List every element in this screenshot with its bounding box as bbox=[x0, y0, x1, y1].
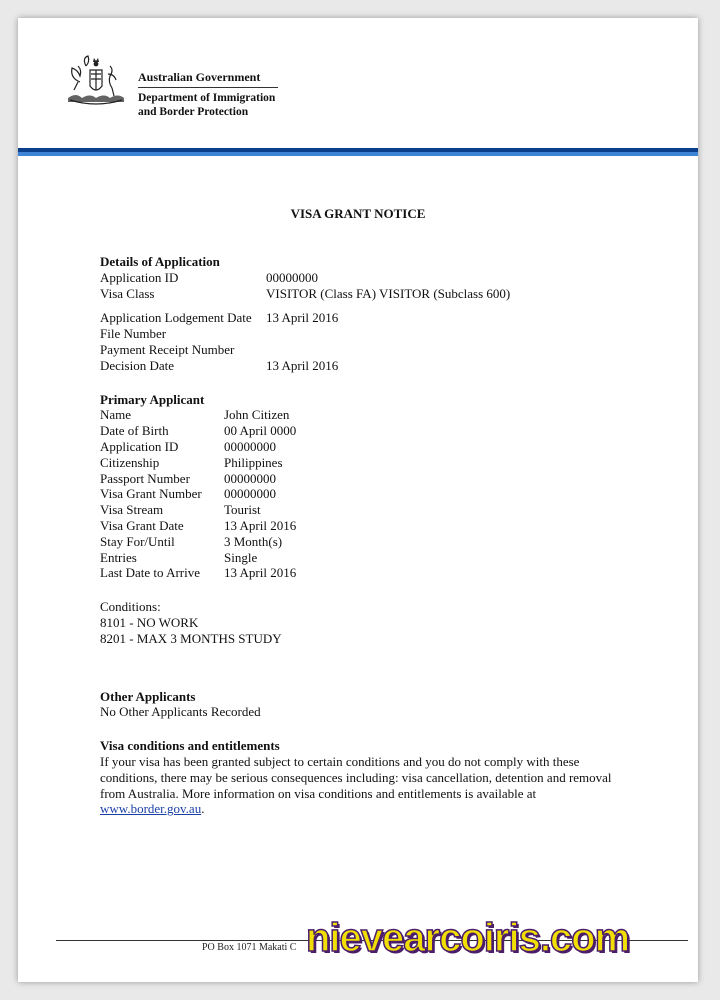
condition-item: 8201 - MAX 3 MONTHS STUDY bbox=[100, 630, 282, 646]
detail-row bbox=[100, 286, 640, 302]
applicant-value: John Citizen bbox=[224, 407, 290, 423]
border-website-link[interactable]: www.border.gov.au bbox=[100, 801, 202, 817]
applicant-label: Stay For/Until bbox=[100, 533, 175, 549]
detail-row bbox=[100, 342, 640, 358]
applicant-row bbox=[100, 502, 640, 518]
notice-title: VISA GRANT NOTICE bbox=[290, 206, 426, 221]
applicant-row bbox=[100, 423, 640, 439]
other-applicants-text: No Other Applicants Recorded bbox=[100, 704, 261, 720]
applicant-label: Visa Grant Number bbox=[100, 486, 202, 502]
applicant-row bbox=[100, 534, 640, 550]
applicant-label: Citizenship bbox=[100, 454, 160, 470]
detail-label: Visa Class bbox=[100, 285, 155, 301]
applicant-label: Entries bbox=[100, 549, 137, 565]
applicant-value: 13 April 2016 bbox=[224, 565, 297, 581]
applicant-row bbox=[100, 518, 640, 534]
detail-label: Payment Receipt Number bbox=[100, 341, 235, 357]
detail-value: 00000000 bbox=[266, 269, 318, 285]
applicant-label: Application ID bbox=[100, 438, 179, 454]
applicant-value: 3 Month(s) bbox=[224, 533, 283, 549]
section-heading-primary: Primary Applicant bbox=[100, 391, 205, 407]
entitlements-text: If your visa has been granted subject to certain conditions and you do not comply with these conditions, there may be serious consequences including: visa cancellation, detention and removal from Australia. More information on visa conditions and entitlements is available at bbox=[100, 753, 612, 801]
applicant-value: 13 April 2016 bbox=[224, 517, 297, 533]
applicant-value: 00000000 bbox=[224, 486, 276, 502]
notice-content bbox=[100, 254, 640, 817]
section-heading-application: Details of Application bbox=[100, 254, 220, 269]
detail-label: File Number bbox=[100, 326, 167, 342]
applicant-label: Visa Stream bbox=[100, 502, 164, 518]
applicant-row bbox=[100, 407, 640, 423]
applicant-row bbox=[100, 439, 640, 455]
detail-row bbox=[100, 270, 640, 286]
primary-applicant-list bbox=[100, 407, 640, 581]
entitlements-period: . bbox=[201, 801, 205, 817]
detail-value: VISITOR (Class FA) VISITOR (Subclass 600) bbox=[266, 285, 511, 301]
applicant-label: Date of Birth bbox=[100, 423, 169, 439]
applicant-value: Tourist bbox=[224, 502, 261, 518]
applicant-value: Single bbox=[224, 549, 258, 565]
applicant-value: Philippines bbox=[224, 454, 283, 470]
applicant-label: Passport Number bbox=[100, 470, 190, 486]
detail-row bbox=[100, 358, 640, 374]
applicant-row bbox=[100, 550, 640, 566]
coat-of-arms-logo bbox=[60, 52, 132, 112]
applicant-label: Last Date to Arrive bbox=[100, 565, 200, 581]
applicant-value: 00 April 0000 bbox=[224, 423, 297, 439]
applicant-row bbox=[100, 565, 640, 581]
detail-label: Decision Date bbox=[100, 357, 175, 373]
entitlements-paragraph bbox=[100, 754, 620, 817]
header-band-light bbox=[18, 152, 698, 156]
department-line-2: and Border Protection bbox=[138, 106, 249, 118]
detail-label: Application Lodgement Date bbox=[100, 310, 252, 326]
detail-row bbox=[100, 326, 640, 342]
detail-label: Application ID bbox=[100, 269, 179, 285]
conditions-heading: Conditions: bbox=[100, 599, 161, 615]
applicant-row bbox=[100, 455, 640, 471]
detail-value: 13 April 2016 bbox=[266, 310, 339, 326]
applicant-label: Visa Grant Date bbox=[100, 517, 184, 533]
section-heading-entitlements: Visa conditions and entitlements bbox=[100, 738, 280, 754]
detail-value: 13 April 2016 bbox=[266, 357, 339, 373]
applicant-row bbox=[100, 471, 640, 487]
detail-row bbox=[100, 310, 640, 326]
section-heading-others: Other Applicants bbox=[100, 688, 196, 704]
department-name bbox=[138, 91, 275, 119]
department-line-1: Department of Immigration bbox=[138, 92, 276, 104]
applicant-row bbox=[100, 486, 640, 502]
footer-address: PO Box 1071 Makati C bbox=[202, 942, 297, 953]
applicant-value: 00000000 bbox=[224, 470, 276, 486]
condition-item: 8101 - NO WORK bbox=[100, 614, 199, 630]
applicant-value: 00000000 bbox=[224, 438, 276, 454]
watermark-text: nievearcoiris.com bbox=[306, 916, 630, 960]
document-page bbox=[18, 18, 698, 982]
applicant-label: Name bbox=[100, 407, 132, 423]
government-name: Australian Government bbox=[138, 70, 278, 88]
